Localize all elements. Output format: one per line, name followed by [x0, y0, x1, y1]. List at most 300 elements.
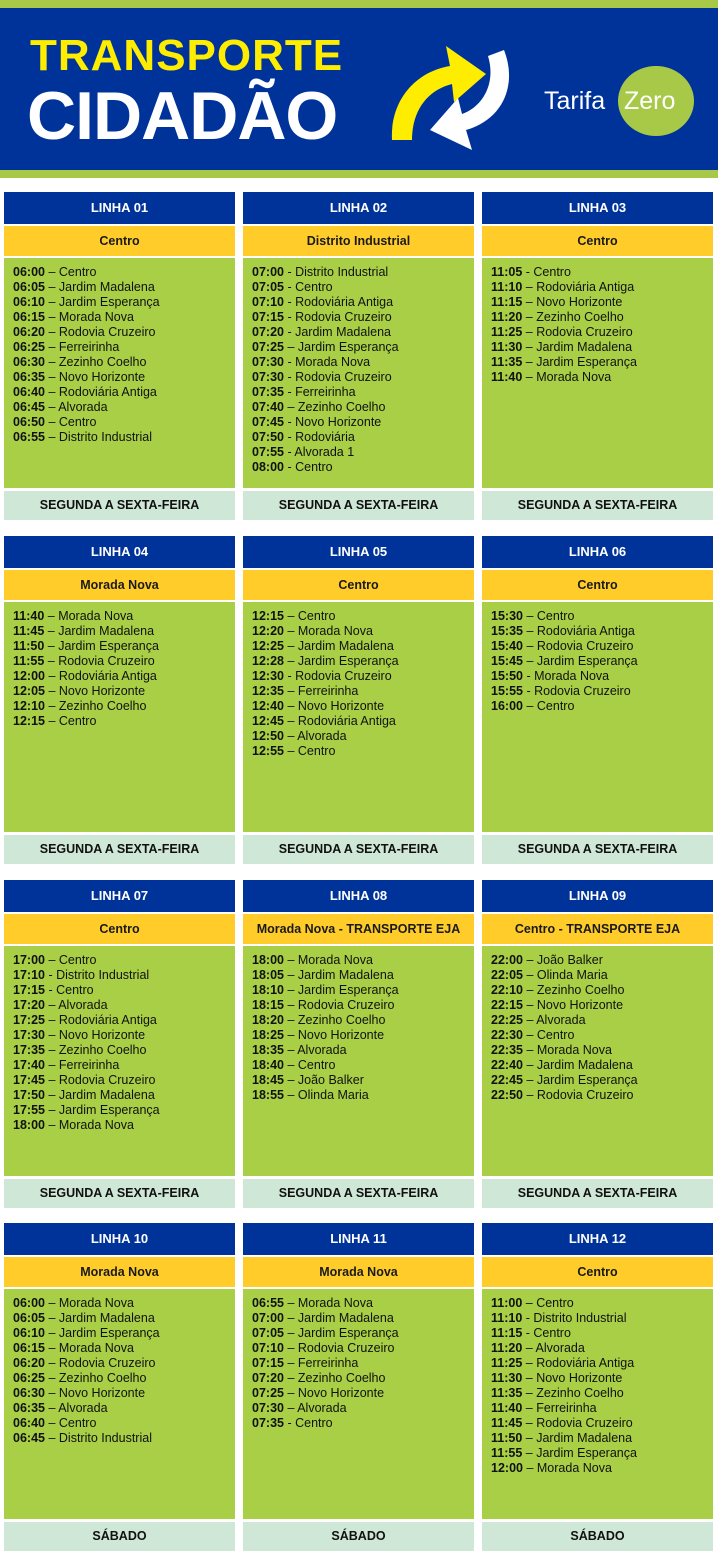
stop-place: Olinda Maria [536, 968, 608, 982]
timetable-row [252, 1296, 474, 1311]
timetable-row [491, 669, 713, 684]
timetable-row [491, 654, 713, 669]
stop-time: 12:10 [13, 699, 45, 713]
stop-time: 18:15 [252, 998, 284, 1012]
stop-separator: – [522, 295, 537, 309]
line-card [4, 536, 235, 864]
timetable [243, 602, 474, 832]
line-title: LINHA 11 [243, 1223, 474, 1255]
operating-days: SEGUNDA A SEXTA-FEIRA [4, 1179, 235, 1208]
operating-days: SEGUNDA A SEXTA-FEIRA [482, 835, 713, 864]
stop-place: Novo Horizonte [536, 998, 624, 1012]
stop-separator: – [522, 1296, 537, 1310]
timetable-row [13, 983, 235, 998]
stop-place: Jardim Esperança [297, 983, 399, 997]
stop-time: 06:55 [252, 1296, 284, 1310]
stop-place: Morada Nova [536, 1461, 612, 1475]
stop-separator: – [44, 415, 59, 429]
timetable-row [13, 624, 235, 639]
stop-time: 06:15 [13, 1341, 45, 1355]
timetable-row [252, 460, 474, 475]
stop-time: 11:45 [13, 624, 45, 638]
stop-time: 06:45 [13, 400, 45, 414]
stop-separator: – [522, 310, 537, 324]
stop-place: Morada Nova [536, 1043, 612, 1057]
stop-separator: – [44, 669, 59, 683]
stop-separator: – [522, 1431, 537, 1445]
stop-separator: – [283, 953, 298, 967]
timetable-row [13, 415, 235, 430]
timetable-row [13, 968, 235, 983]
stop-time: 07:25 [252, 340, 284, 354]
stop-place: Morada Nova [58, 1341, 134, 1355]
stop-place: Rodoviária Antiga [536, 1356, 635, 1370]
stop-place: Alvorada [58, 998, 108, 1012]
stop-separator: - [44, 968, 57, 982]
stop-separator: – [522, 968, 537, 982]
timetable-row [252, 699, 474, 714]
timetable-row [252, 654, 474, 669]
stop-time: 06:50 [13, 415, 45, 429]
stop-place: Centro [58, 714, 97, 728]
stop-place: Rodovia Cruzeiro [536, 325, 633, 339]
stop-time: 12:00 [491, 1461, 523, 1475]
stop-place: Jardim Madalena [536, 1058, 633, 1072]
stop-time: 06:20 [13, 325, 45, 339]
stop-place: Rodoviária Antiga [297, 714, 396, 728]
stop-separator: – [44, 654, 59, 668]
stop-separator: – [283, 624, 298, 638]
stop-place: Centro [58, 265, 97, 279]
stop-separator: – [283, 400, 298, 414]
stop-time: 22:50 [491, 1088, 523, 1102]
stop-separator: – [522, 654, 537, 668]
stop-time: 07:00 [252, 265, 284, 279]
stop-time: 07:45 [252, 415, 284, 429]
stop-place: João Balker [297, 1073, 364, 1087]
stop-place: Ferreirinha [536, 1401, 597, 1415]
timetable-row [13, 1401, 235, 1416]
line-title: LINHA 06 [482, 536, 713, 568]
stop-separator: – [44, 355, 59, 369]
timetable-row [491, 699, 713, 714]
line-title: LINHA 07 [4, 880, 235, 912]
timetable-row [491, 1416, 713, 1431]
stop-separator: – [44, 1386, 59, 1400]
timetable-row [252, 714, 474, 729]
line-card [243, 880, 474, 1208]
stop-place: Morada Nova [58, 1118, 134, 1132]
title-cidadao: CIDADÃO [27, 78, 338, 154]
stop-time: 18:05 [252, 968, 284, 982]
timetable-row [252, 1371, 474, 1386]
stop-place: Jardim Madalena [297, 1311, 394, 1325]
stop-place: Centro [536, 1296, 574, 1310]
stop-separator: - [283, 445, 295, 459]
stop-time: 11:20 [491, 1341, 523, 1355]
stop-place: Novo Horizonte [297, 699, 385, 713]
stop-separator: – [522, 1461, 537, 1475]
timetable-row [491, 1296, 713, 1311]
stop-separator: – [283, 1341, 298, 1355]
stop-place: Centro [58, 415, 97, 429]
stop-separator: - [283, 295, 296, 309]
stop-time: 06:00 [13, 1296, 45, 1310]
stop-time: 12:05 [13, 684, 45, 698]
timetable-row [491, 1028, 713, 1043]
line-title: LINHA 09 [482, 880, 713, 912]
stop-place: Centro [58, 953, 97, 967]
stop-place: Jardim Madalena [58, 624, 155, 638]
stop-place: Novo Horizonte [58, 684, 146, 698]
stop-separator: – [44, 340, 59, 354]
timetable-row [252, 265, 474, 280]
stop-place: Jardim Esperança [297, 340, 399, 354]
stop-place: Jardim Esperança [58, 1326, 160, 1340]
stop-separator: - [283, 355, 296, 369]
stop-separator: – [44, 1073, 59, 1087]
timetable-row [491, 1461, 713, 1476]
stop-separator: – [44, 1296, 59, 1310]
stop-separator: – [283, 609, 298, 623]
stop-separator: – [44, 1118, 59, 1132]
stop-place: Rodoviária Antiga [536, 624, 635, 638]
stop-place: Rodoviária Antiga [536, 280, 635, 294]
timetable-row [252, 1386, 474, 1401]
stop-separator: – [44, 385, 59, 399]
operating-days: SEGUNDA A SEXTA-FEIRA [482, 491, 713, 520]
stop-separator: – [522, 1058, 537, 1072]
stop-place: Ferreirinha [297, 684, 359, 698]
operating-days: SEGUNDA A SEXTA-FEIRA [243, 835, 474, 864]
timetable-row [491, 1386, 713, 1401]
stop-place: Rodoviária Antiga [295, 295, 394, 309]
stop-place: Rodovia Cruzeiro [297, 1341, 395, 1355]
timetable-row [13, 1296, 235, 1311]
stop-separator: – [283, 340, 298, 354]
stop-time: 11:10 [491, 280, 523, 294]
line-destination: Centro [243, 570, 474, 600]
stop-place: Alvorada [297, 1401, 347, 1415]
timetable-row [491, 983, 713, 998]
stop-time: 15:30 [491, 609, 523, 623]
stop-time: 11:40 [13, 609, 45, 623]
stop-separator: - [283, 370, 296, 384]
stop-place: Ferreirinha [58, 1058, 120, 1072]
stop-place: Novo Horizonte [58, 1386, 146, 1400]
stop-place: Rodovia Cruzeiro [58, 654, 155, 668]
stop-separator: – [283, 1296, 298, 1310]
stop-separator: - [522, 669, 535, 683]
stop-separator: – [44, 714, 59, 728]
stop-time: 11:55 [13, 654, 45, 668]
timetable-row [13, 1341, 235, 1356]
stop-time: 06:05 [13, 1311, 45, 1325]
stop-separator: – [44, 1401, 59, 1415]
stop-time: 18:10 [252, 983, 284, 997]
stop-place: Ferreirinha [295, 385, 356, 399]
stop-time: 12:40 [252, 699, 284, 713]
stop-time: 12:45 [252, 714, 284, 728]
stop-time: 11:50 [13, 639, 45, 653]
timetable-row [13, 385, 235, 400]
stop-place: Centro [533, 265, 571, 279]
stop-place: Centro [536, 609, 575, 623]
stop-place: Rodovia Cruzeiro [534, 684, 631, 698]
stop-separator: - [283, 430, 296, 444]
stop-place: Centro [536, 699, 575, 713]
stop-separator: – [44, 1341, 59, 1355]
line-card [482, 192, 713, 520]
stop-time: 07:20 [252, 325, 284, 339]
line-title: LINHA 01 [4, 192, 235, 224]
stop-time: 22:45 [491, 1073, 523, 1087]
stop-place: Morada Nova [58, 609, 134, 623]
line-destination: Centro [482, 570, 713, 600]
stop-time: 18:25 [252, 1028, 284, 1042]
stop-time: 11:55 [491, 1446, 523, 1460]
stop-separator: – [44, 639, 59, 653]
stop-separator: – [44, 953, 59, 967]
timetable-row [491, 968, 713, 983]
stop-time: 15:45 [491, 654, 523, 668]
timetable-row [252, 295, 474, 310]
stop-time: 06:45 [13, 1431, 45, 1445]
stop-time: 06:35 [13, 1401, 45, 1415]
timetable-row [252, 1326, 474, 1341]
stop-time: 11:30 [491, 1371, 523, 1385]
timetable-row [252, 1058, 474, 1073]
stop-place: Jardim Esperança [536, 355, 637, 369]
stop-place: Morada Nova [58, 310, 134, 324]
timetable-row [13, 1118, 235, 1133]
stop-separator: - [283, 325, 296, 339]
stop-place: Alvorada [58, 1401, 108, 1415]
timetable-row [491, 1073, 713, 1088]
line-title: LINHA 05 [243, 536, 474, 568]
timetable-row [13, 1326, 235, 1341]
stop-place: Morada Nova [295, 355, 371, 369]
stop-time: 16:00 [491, 699, 523, 713]
stop-separator: – [522, 609, 537, 623]
timetable-row [252, 744, 474, 759]
stop-time: 18:35 [252, 1043, 284, 1057]
stop-time: 07:30 [252, 355, 284, 369]
timetable-row [491, 1341, 713, 1356]
line-card [4, 192, 235, 520]
timetable-row [13, 1371, 235, 1386]
stop-separator: – [283, 1073, 298, 1087]
stop-place: Rodovia Cruzeiro [536, 1088, 634, 1102]
stop-place: Jardim Madalena [58, 1088, 155, 1102]
stop-time: 17:00 [13, 953, 45, 967]
stop-time: 06:05 [13, 280, 45, 294]
stop-place: Rodovia Cruzeiro [58, 325, 156, 339]
timetable-row [13, 1311, 235, 1326]
stop-separator: – [44, 1371, 59, 1385]
timetable-row [13, 1356, 235, 1371]
stop-time: 18:20 [252, 1013, 284, 1027]
stop-place: Centro [295, 280, 333, 294]
stop-time: 07:35 [252, 385, 284, 399]
stop-separator: – [283, 1371, 298, 1385]
timetable-row [13, 1013, 235, 1028]
timetable-row [252, 684, 474, 699]
stop-time: 11:40 [491, 370, 523, 384]
timetable-row [13, 639, 235, 654]
stop-place: Zezinho Coelho [58, 355, 147, 369]
stop-time: 22:40 [491, 1058, 523, 1072]
stop-separator: – [522, 1356, 537, 1370]
stop-separator: – [283, 1326, 298, 1340]
timetable-row [491, 265, 713, 280]
timetable [4, 602, 235, 832]
stop-place: Jardim Madalena [295, 325, 391, 339]
line-destination: Centro [482, 1257, 713, 1287]
timetable-row [252, 1311, 474, 1326]
timetable-row [491, 953, 713, 968]
stop-place: Zezinho Coelho [58, 1371, 147, 1385]
stop-separator: – [283, 699, 298, 713]
timetable-row [491, 1356, 713, 1371]
stop-time: 06:20 [13, 1356, 45, 1370]
stop-place: Zezinho Coelho [297, 1371, 386, 1385]
timetable-row [252, 370, 474, 385]
timetable-row [252, 729, 474, 744]
stop-time: 11:10 [491, 1311, 523, 1325]
line-card [243, 192, 474, 520]
stop-separator: – [44, 684, 59, 698]
stop-place: Morada Nova [536, 370, 612, 384]
stop-time: 11:40 [491, 1401, 523, 1415]
stop-place: Novo Horizonte [297, 1028, 385, 1042]
stop-time: 11:45 [491, 1416, 523, 1430]
stop-time: 11:25 [491, 1356, 523, 1370]
stop-place: Zezinho Coelho [58, 1043, 147, 1057]
timetable-row [13, 1103, 235, 1118]
stop-place: Rodovia Cruzeiro [58, 1356, 156, 1370]
stop-separator: - [522, 684, 535, 698]
stop-separator: – [44, 624, 59, 638]
operating-days: SEGUNDA A SEXTA-FEIRA [243, 1179, 474, 1208]
timetable-row [252, 998, 474, 1013]
stop-time: 12:20 [252, 624, 284, 638]
stop-time: 11:30 [491, 340, 523, 354]
stop-separator: – [44, 1028, 59, 1042]
stop-separator: – [44, 1013, 59, 1027]
stop-time: 12:55 [252, 744, 284, 758]
line-title: LINHA 08 [243, 880, 474, 912]
stop-separator: - [283, 310, 296, 324]
stop-place: Centro [58, 1416, 97, 1430]
stop-separator: – [44, 609, 59, 623]
timetable-row [13, 430, 235, 445]
timetable-row [13, 714, 235, 729]
stop-place: Centro [297, 744, 336, 758]
stop-separator: – [44, 1416, 59, 1430]
stop-separator: – [283, 1386, 298, 1400]
timetable-row [491, 624, 713, 639]
timetable-row [491, 1088, 713, 1103]
line-card [482, 536, 713, 864]
stop-separator: - [283, 385, 296, 399]
stop-separator: – [522, 1043, 537, 1057]
timetable-row [491, 1326, 713, 1341]
stop-separator: – [522, 1073, 537, 1087]
line-destination: Morada Nova [4, 1257, 235, 1287]
timetable-row [13, 1073, 235, 1088]
stop-separator: – [522, 1416, 537, 1430]
stop-place: Jardim Esperança [297, 1326, 399, 1340]
stop-time: 17:25 [13, 1013, 45, 1027]
stop-separator: - [522, 1311, 534, 1325]
stop-separator: – [283, 998, 298, 1012]
line-card [243, 536, 474, 864]
stop-place: Rodovia Cruzeiro [536, 639, 634, 653]
timetable [482, 1289, 713, 1519]
timetable-row [13, 998, 235, 1013]
stop-time: 08:00 [252, 460, 284, 474]
stop-separator: – [44, 295, 59, 309]
stop-place: Alvorada [297, 729, 347, 743]
stop-time: 18:00 [13, 1118, 45, 1132]
stop-place: Morada Nova [58, 1296, 134, 1310]
timetable-row [491, 310, 713, 325]
stop-time: 11:20 [491, 310, 523, 324]
stop-place: Zezinho Coelho [536, 983, 625, 997]
stop-separator: – [44, 310, 59, 324]
timetable-row [252, 445, 474, 460]
stop-time: 12:28 [252, 654, 284, 668]
stop-time: 11:05 [491, 265, 523, 279]
timetable-row [252, 1013, 474, 1028]
stop-place: Centro [295, 1416, 333, 1430]
stop-place: Rodovia Cruzeiro [295, 370, 392, 384]
stop-separator: – [283, 729, 298, 743]
stop-place: Alvorada [535, 1341, 585, 1355]
stop-time: 22:25 [491, 1013, 523, 1027]
timetable [4, 258, 235, 488]
stop-time: 07:25 [252, 1386, 284, 1400]
stop-place: Rodovia Cruzeiro [295, 310, 392, 324]
timetable-row [13, 669, 235, 684]
line-destination: Distrito Industrial [243, 226, 474, 256]
timetable [4, 946, 235, 1176]
stop-time: 22:15 [491, 998, 523, 1012]
timetable-row [491, 1431, 713, 1446]
stop-time: 18:00 [252, 953, 284, 967]
stop-time: 17:35 [13, 1043, 45, 1057]
stop-place: Zezinho Coelho [536, 310, 624, 324]
timetable-row [13, 654, 235, 669]
stop-place: Morada Nova [297, 1296, 373, 1310]
stop-place: Jardim Esperança [297, 654, 399, 668]
stop-separator: – [522, 1371, 537, 1385]
timetable [4, 1289, 235, 1519]
operating-days: SEGUNDA A SEXTA-FEIRA [4, 835, 235, 864]
stop-separator: – [522, 1028, 537, 1042]
stop-time: 06:10 [13, 295, 45, 309]
timetable-row [491, 998, 713, 1013]
stop-separator: – [522, 998, 537, 1012]
stop-time: 06:30 [13, 355, 45, 369]
stop-place: Rodoviária Antiga [58, 385, 157, 399]
stop-separator: – [522, 280, 537, 294]
line-destination: Morada Nova [243, 1257, 474, 1287]
stop-time: 07:15 [252, 1356, 284, 1370]
stop-separator: – [44, 1088, 59, 1102]
timetable-row [491, 1401, 713, 1416]
